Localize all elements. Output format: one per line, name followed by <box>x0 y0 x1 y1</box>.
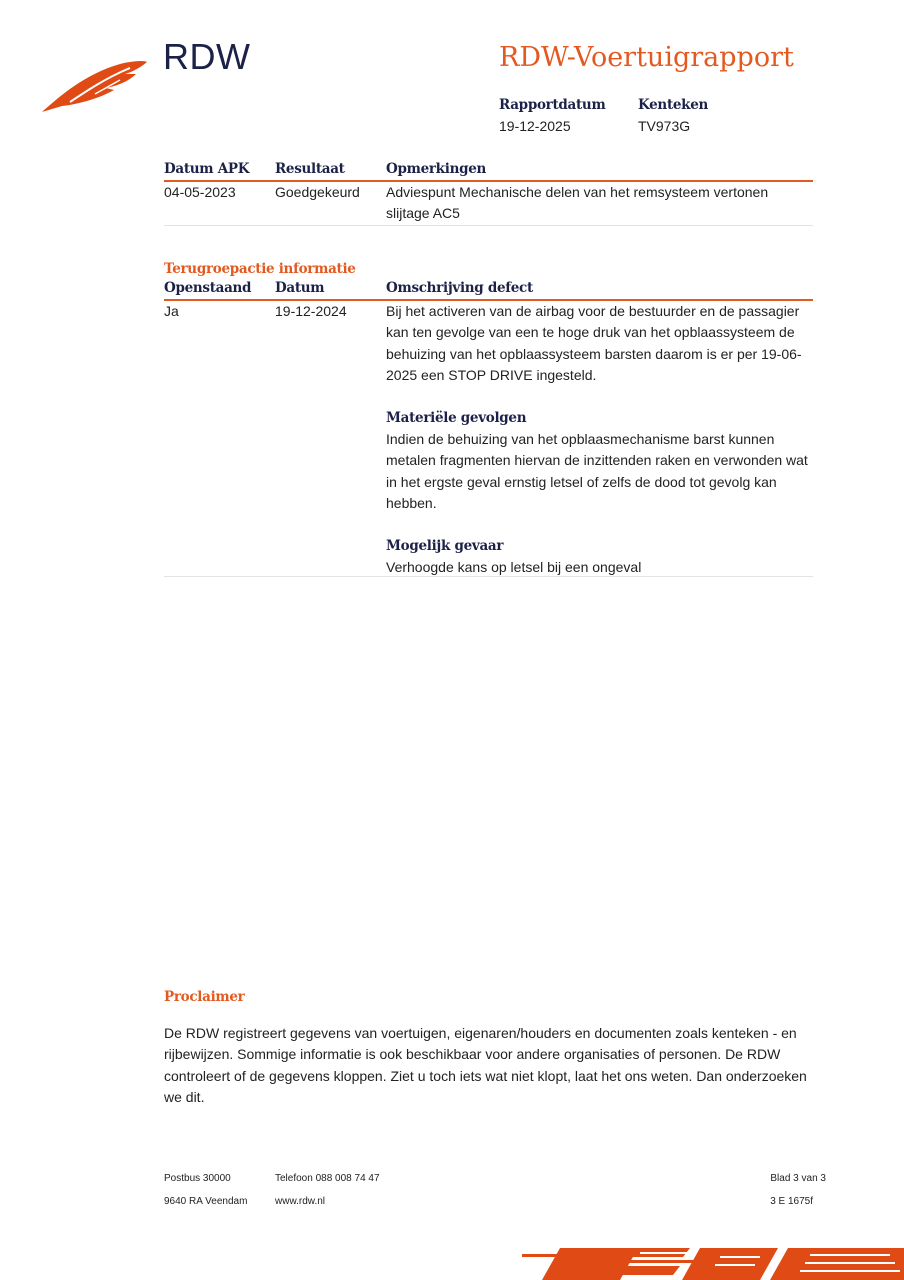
rdw-logo-text: RDW <box>163 36 251 77</box>
gevaar-text: Verhoogde kans op letsel bij een ongeval <box>386 559 642 576</box>
license-plate-label: Kenteken <box>638 97 709 113</box>
report-date-label: Rapportdatum <box>499 97 606 113</box>
recall-header-row <box>164 279 813 301</box>
proclaimer-section <box>164 989 813 1109</box>
footer-document-code: 3 E 1675f <box>770 1196 813 1207</box>
report-date-block <box>499 97 605 134</box>
apk-header-opmerkingen: Opmerkingen <box>386 161 487 177</box>
rdw-feather-logo <box>40 56 148 114</box>
apk-opmerkingen: Adviespunt Mechanische delen van het remsysteem vertonen slijtage AC5 <box>386 184 769 222</box>
recall-openstaand: Ja <box>164 303 179 319</box>
recall-header-openstaand: Openstaand <box>164 280 252 296</box>
report-title: RDW-Voertuigrapport <box>499 42 794 73</box>
table-row <box>164 301 813 577</box>
apk-resultaat: Goedgekeurd <box>275 184 360 200</box>
footer-postbus: Postbus 30000 <box>164 1173 231 1184</box>
license-plate-value: TV973G <box>638 118 691 134</box>
gevolgen-title: Materiële gevolgen <box>386 409 527 426</box>
gevaar-title: Mogelijk gevaar <box>386 537 504 554</box>
proclaimer-text: De RDW registreert gegevens van voertuigen, eigenaren/houders en documenten zoals kenteken - en rijbewijzen. Sommige informatie is ook beschikbaar voor andere organisaties of personen. De RDW controleert of de gegevens kloppen. Ziet u toch iets wat niet klopt, laat het ons weten. Dan onderzoeken we dit. <box>164 1025 807 1106</box>
apk-header-datum: Datum APK <box>164 161 250 177</box>
report-date-value: 19-12-2025 <box>499 118 571 134</box>
recall-header-datum: Datum <box>275 280 325 296</box>
footer-page-number: Blad 3 van 3 <box>770 1173 826 1184</box>
recall-header-omschrijving: Omschrijving defect <box>386 280 533 296</box>
apk-header-row <box>164 160 813 182</box>
apk-datum: 04-05-2023 <box>164 184 236 200</box>
footer-website[interactable]: www.rdw.nl <box>275 1196 326 1207</box>
footer-postcode: 9640 RA Veendam <box>164 1196 248 1207</box>
license-plate-block <box>638 97 708 134</box>
recall-section <box>164 261 813 577</box>
recall-datum: 19-12-2024 <box>275 303 347 319</box>
recall-section-title: Terugroepactie informatie <box>164 261 356 277</box>
footer-telefoon: Telefoon 088 008 74 47 <box>275 1173 380 1184</box>
proclaimer-title: Proclaimer <box>164 989 245 1005</box>
apk-header-resultaat: Resultaat <box>275 161 345 177</box>
footer-stripes-decoration <box>520 1244 904 1280</box>
table-row <box>164 182 813 226</box>
recall-description-cell <box>386 301 813 578</box>
gevolgen-text: Indien de behuizing van het opblaasmechanisme barst kunnen metalen fragmenten hiervan de inzittenden raken en verwonden wat in het ergste geval ernstig letsel of zelfs de dood tot gevolg kan hebben. <box>386 431 808 512</box>
recall-omschrijving: Bij het activeren van de airbag voor de bestuurder en de passagier kan ten gevolge van een te hoge druk van het opblaassysteem de behuizing van het opblaassysteem barsten daarom is er per 19-06-2025 een STOP DRIVE ingesteld. <box>386 303 802 384</box>
apk-table <box>164 160 813 226</box>
